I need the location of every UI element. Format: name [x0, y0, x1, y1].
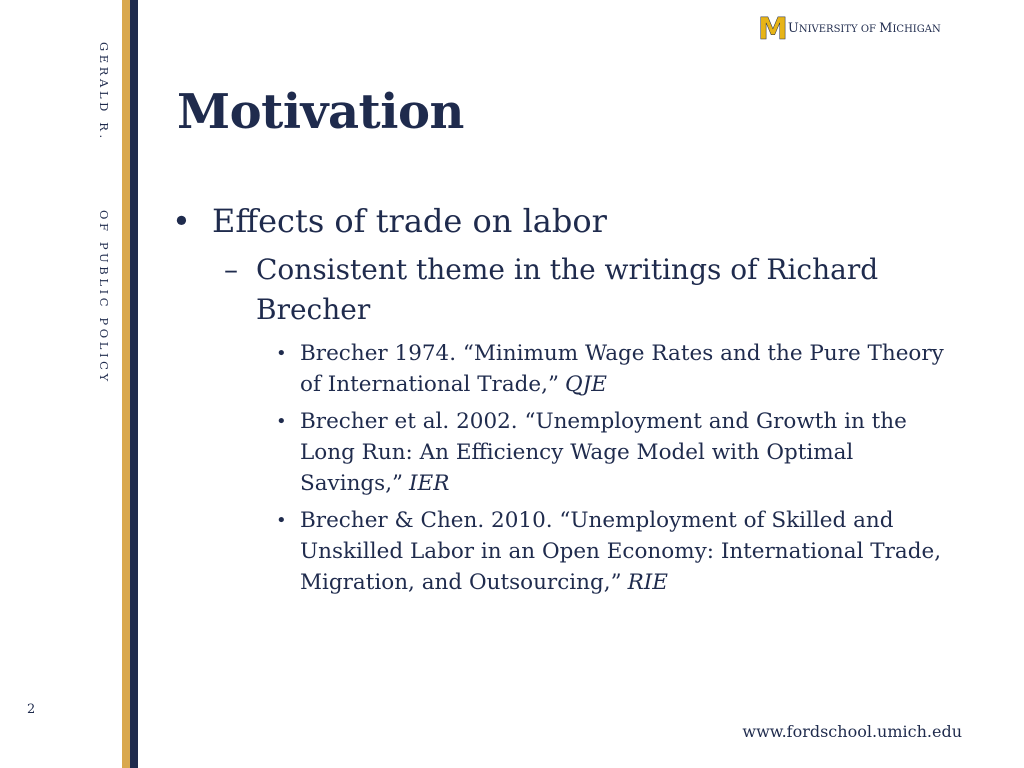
navy-stripe [130, 0, 138, 768]
reference-text: Brecher & Chen. 2010. “Unemployment of Skilled and Unskilled Labor in an Open Economy: International Trade, Migration, and Outsourcing,” [300, 508, 942, 595]
footer-url: www.fordschool.umich.edu [742, 722, 962, 741]
reference-list [276, 338, 962, 598]
gold-stripe [122, 0, 130, 768]
university-name-m: M [879, 21, 893, 36]
journal-name: IER [409, 471, 450, 496]
reference-item [276, 406, 962, 499]
slide-title: Motivation [177, 84, 464, 140]
reference-text: Brecher 1974. “Minimum Wage Rates and the Pure Theory of International Trade,” [300, 341, 944, 397]
university-name-ichigan: ICHIGAN [892, 24, 941, 35]
sidebar [0, 0, 122, 768]
bullet-dot: • [276, 411, 287, 432]
bullet-effects-of-trade: • Effects of trade on labor [172, 200, 962, 242]
sub-bullet-consistent-theme [224, 250, 962, 330]
journal-name: QJE [564, 372, 607, 397]
university-name [788, 22, 941, 37]
sidebar-bottom-text: OF PUBLIC POLICY [97, 210, 111, 385]
reference-text: Brecher et al. 2002. “Unemployment and Growth in the Long Run: An Efficiency Wage Model with Optimal Savings,” [300, 409, 907, 496]
journal-name: RIE [627, 570, 668, 595]
university-of-michigan-logo [758, 12, 941, 47]
dash-marker: – [224, 253, 238, 286]
university-name-u: U [787, 21, 799, 36]
page-number: 2 [27, 702, 36, 717]
sidebar-top-text: GERALD R. [97, 42, 111, 142]
reference-item [276, 505, 962, 598]
bullet-dot: • [276, 510, 287, 531]
bullet-dot: • [276, 343, 287, 364]
block-m-logo: M [758, 12, 787, 47]
university-name-niversity: NIVERSITY OF [798, 24, 880, 35]
reference-item [276, 338, 962, 400]
sub-bullet-text: Consistent theme in the writings of Richard Brecher [256, 253, 879, 326]
slide-content [172, 200, 962, 604]
